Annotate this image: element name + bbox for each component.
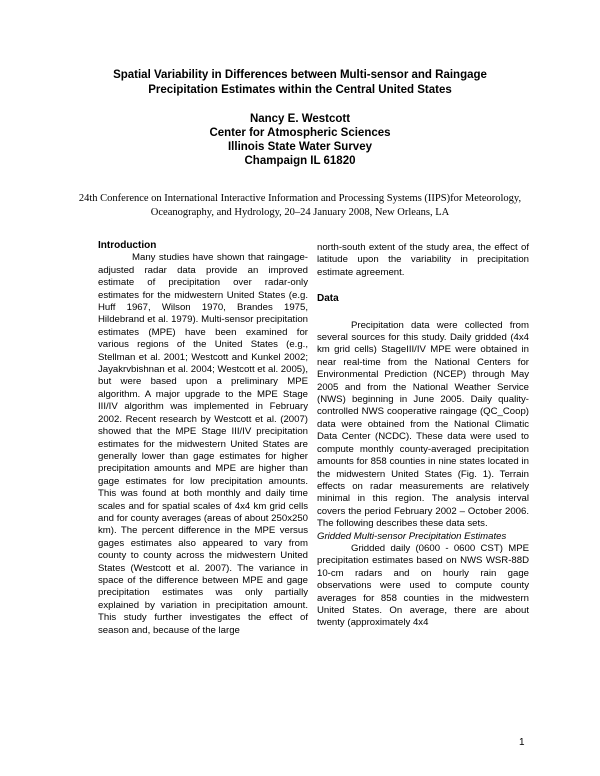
gridded-mpe-heading: Gridded Multi-sensor Precipitation Estimates	[317, 530, 507, 542]
data-heading: Data	[317, 293, 339, 305]
page-number: 1	[519, 737, 525, 748]
author-name: Nancy E. Westcott	[249, 113, 351, 125]
data-paragraph: Precipitation data were collected from several sources for this study. Daily gridded (4x4 km grid cells) StageIII/IV MPE were obtained in near real-time from the National Centers for Environmental Prediction (NCEP) through May 2005 and from the National Weather Service (NWS) beginning in June 2005. Daily quality-controlled NWS cooperative raingage (QC_Coop) data were obtained from the National Climatic Data Center (NCDC). These data were used to compute monthly county-averaged precipitation amounts for 858 counties in nine states located in the midwestern United States (Fig. 1). Terrain effects on radar measurements are relatively minimal in this region. The analysis interval covers the period February 2002 – October 2006. The following describes these data sets.	[317, 319, 529, 530]
author-location: Champaign IL 61820	[244, 155, 356, 167]
paper-title	[0, 68, 600, 98]
conference-note	[70, 192, 530, 220]
conference-line-2: Oceanography, and Hydrology, 20–24 January 2008, New Orleans, LA	[150, 207, 450, 218]
title-line-2: Precipitation Estimates within the Central United States	[148, 84, 452, 96]
introduction-heading: Introduction	[98, 240, 157, 251]
left-column	[98, 240, 308, 637]
introduction-paragraph: Many studies have shown that raingage-adjusted radar data provide an improved estimate of precipitation over radar-only estimates for the midwestern United States (e.g. Huff 1967, Wilson 1970, Brandes 1975, Hildebrand et al. 1979). Multi-sensor precipitation estimates (MPE) have been examined for various regions of the United States (e.g., Stellman et al. 2001; Westcott and Kunkel 2002; Jayakrvbishnan et al. 2004; Westcott et al. 2005), but were based upon a preliminary MPE algorithm. A major upgrade to the MPE Stage III/IV algorithm was implemented in February 2002. Recent research by Westcott et al. (2007) showed that the MPE Stage III/IV precipitation estimates for the midwestern United States are generally lower than gage estimates for higher precipitation amounts and MPE are higher than gage estimates for low precipitation amounts. This was found at both monthly and daily time scales and for spatial scales of 4x4 km grid cells and for county averages (areas of about 250x250 km). The percent difference in the MPE versus gages estimates also appeared to vary from county to county across the midwestern United States (Westcott et al. 2007). The variance in space of the difference between MPE and gage precipitation estimates was only partially explained by variation in precipitation amount. This study further investigates the effect of season and, because of the large	[98, 252, 308, 636]
author-affiliation-1: Center for Atmospheric Sciences	[209, 127, 391, 139]
conference-line-1: 24th Conference on International Interactive Information and Processing Systems (IIPS)for Meteorology,	[78, 193, 522, 204]
gridded-mpe-paragraph: Gridded daily (0600 - 0600 CST) MPE precipitation estimates based on NWS WSR-88D 10-cm radars and on hourly rain gage observations were used to compute county averages for 858 counties in the midwestern United States. On average, there are about twenty (approximately 4x4	[317, 542, 529, 629]
author-affiliation-2: Illinois State Water Survey	[227, 141, 372, 153]
right-column	[317, 242, 529, 630]
title-line-1: Spatial Variability in Differences between Multi-sensor and Raingage	[113, 69, 487, 81]
introduction-continuation: north-south extent of the study area, the effect of latitude upon the variability in precipitation estimate agreement.	[317, 242, 529, 278]
author-block	[0, 112, 600, 168]
